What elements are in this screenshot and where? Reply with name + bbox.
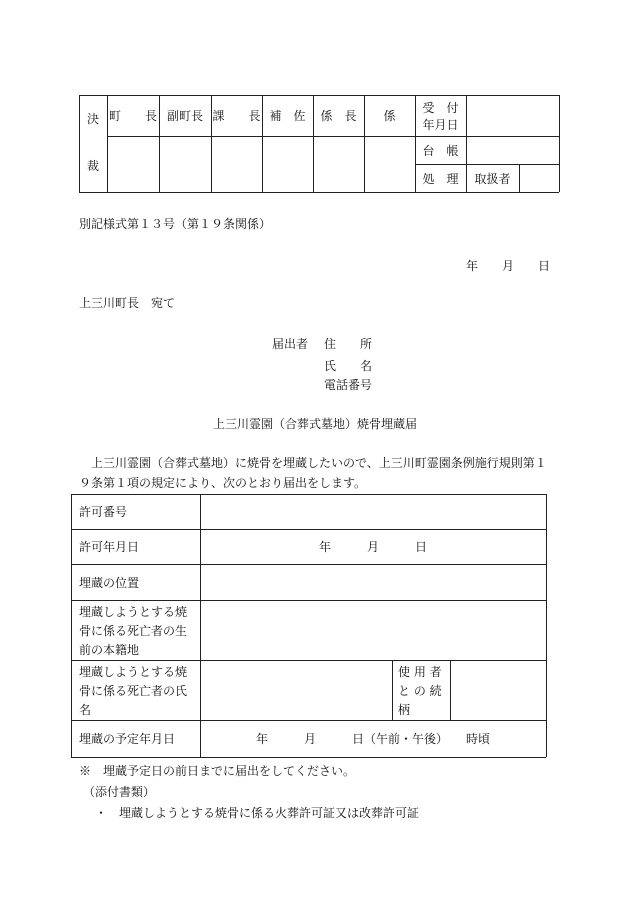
role-deputy-mayor: 副町長: [166, 108, 203, 123]
submission-note: ※ 埋蔵予定日の前日までに届出をしてください。: [79, 764, 356, 778]
burial-location-label: 埋蔵の位置: [79, 575, 140, 590]
domicile-label: [79, 603, 187, 660]
form-number: 別記様式第１３号（第１９条関係）: [79, 217, 272, 231]
deceased-name-label-line-1: 埋蔵しようとする焼: [79, 665, 188, 679]
process-label: 処 理: [422, 171, 459, 186]
scheduled-date-label: 埋蔵の予定年月日: [79, 732, 176, 746]
approval-side-top: 決: [86, 111, 99, 126]
addressee: 上三川町長 宛て: [79, 296, 176, 310]
submission-date: 年 月 日: [465, 259, 550, 273]
role-unit-chief: 係 長: [320, 108, 357, 123]
role-mayor: 町 長: [108, 108, 157, 123]
role-staff: 係: [383, 108, 396, 123]
approval-side-bottom: 裁: [86, 158, 99, 173]
deceased-name-label-line-3: 名: [79, 703, 92, 717]
scheduled-date-value: 年 月 日（午前・午後） 時頃: [255, 732, 490, 746]
role-assistant: 補 佐: [269, 108, 306, 123]
handler-label: 取扱者: [474, 171, 511, 186]
attachment-item: ・ 埋蔵しようとする焼骨に係る火葬許可証又は改葬許可証: [95, 806, 420, 820]
relation-label: [398, 663, 442, 720]
permit-date-label: 許可年月日: [79, 540, 140, 554]
body-text-line-2: ９条第１項の規定により、次のとおり届出をします。: [79, 476, 367, 490]
domicile-label-line-2: 骨に係る死亡者の生: [79, 624, 188, 638]
notifier-address-label: 住 所: [324, 337, 373, 351]
role-section-chief: 課 長: [212, 108, 261, 123]
permit-date-value: 年 月 日: [318, 540, 427, 554]
notifier-label: 届出者: [272, 337, 309, 351]
notifier-phone-label: 電話番号: [324, 378, 373, 392]
relation-label-line-2: と の 続: [398, 684, 442, 698]
relation-label-line-1: 使 用 者: [398, 665, 442, 679]
domicile-label-line-3: 前の本籍地: [79, 643, 140, 657]
receipt-label: 受 付: [422, 100, 459, 115]
deceased-name-label-line-2: 骨に係る死亡者の氏: [79, 684, 188, 698]
deceased-name-label: [79, 663, 187, 720]
attachments-label: （添付書類）: [83, 785, 156, 799]
body-text-line-1: 上三川霊園（合葬式墓地）に焼骨を埋蔵したいので、上三川町霊園条例施行規則第１: [91, 456, 547, 470]
receipt-date-label: 年月日: [422, 117, 459, 132]
relation-label-line-3: 柄: [398, 703, 411, 717]
domicile-label-line-1: 埋蔵しようとする焼: [79, 605, 188, 619]
permit-number-label: 許可番号: [79, 505, 128, 519]
notifier-name-label: 氏 名: [324, 359, 373, 373]
ledger-label: 台 帳: [422, 143, 459, 158]
document-title: 上三川霊園（合葬式墓地）焼骨埋蔵届: [212, 417, 417, 431]
